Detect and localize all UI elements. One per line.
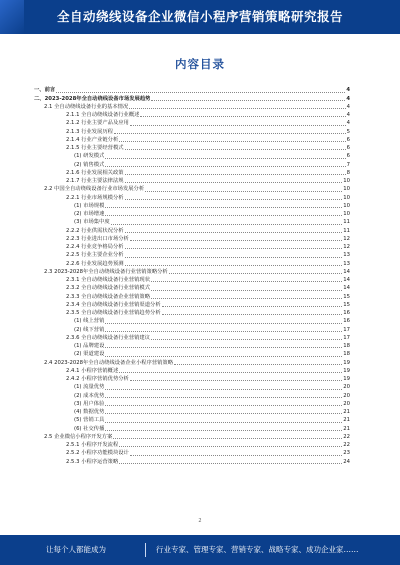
toc-leader-dots [140, 116, 345, 117]
toc-entry-page: 19 [343, 376, 350, 382]
toc-entry[interactable] [34, 284, 350, 292]
toc-entry[interactable] [34, 226, 350, 234]
table-of-contents [34, 86, 350, 466]
toc-entry-page: 6 [346, 136, 350, 143]
toc-entry[interactable] [34, 152, 350, 160]
toc-entry-label: 2.1.3 行业发展历程 [66, 128, 113, 135]
toc-leader-dots [125, 232, 343, 233]
toc-entry-page: 19 [343, 367, 350, 374]
toc-entry-page: 17 [343, 334, 350, 341]
toc-entry-page: 20 [343, 384, 350, 391]
toc-entry-page: 4 [346, 112, 350, 118]
toc-entry-label: 2.2.1 行业市场规模分析 [66, 194, 124, 201]
toc-entry-label: 2.1.4 行业产业链分析 [66, 136, 119, 143]
toc-entry[interactable] [34, 94, 350, 102]
toc-entry[interactable] [34, 160, 350, 168]
toc-entry-page: 18 [343, 351, 350, 358]
toc-entry-label: 2.3.1 全自动绕线设备行业营销现状 [66, 277, 151, 283]
toc-entry[interactable] [34, 367, 350, 375]
toc-entry-page: 23 [343, 450, 350, 457]
toc-entry-label: (6) 社交传播 [74, 425, 105, 432]
toc-entry[interactable] [34, 103, 350, 111]
toc-entry[interactable] [34, 325, 350, 333]
toc-leader-dots [105, 331, 342, 332]
toc-leader-dots [174, 364, 342, 365]
toc-entry[interactable] [34, 276, 350, 284]
toc-title: 内容目录 [175, 57, 225, 71]
toc-entry[interactable] [34, 408, 350, 416]
toc-entry-label: 2.5 企业微信小程序开发方案 [44, 433, 113, 440]
toc-entry-page: 4 [346, 120, 350, 127]
toc-entry-label: (1) 线上营销 [74, 318, 105, 325]
toc-entry[interactable] [34, 342, 350, 350]
toc-leader-dots [113, 438, 342, 439]
toc-leader-dots [130, 125, 346, 126]
toc-entry-page: 10 [343, 194, 350, 201]
toc-entry[interactable] [34, 375, 350, 383]
toc-leader-dots [105, 356, 342, 357]
toc-entry-label: 2.1.2 行业主要产品及应用 [66, 120, 129, 127]
toc-entry-page: 14 [343, 268, 350, 275]
toc-entry-page: 18 [343, 343, 350, 349]
toc-leader-dots [105, 215, 342, 216]
toc-entry-label: 2.2.4 行业竞争格局分析 [66, 244, 124, 250]
toc-leader-dots [145, 191, 342, 192]
toc-entry-page: 7 [346, 161, 350, 168]
toc-entry-page: 12 [343, 235, 350, 242]
toc-entry-label: 2.2.5 行业主要企业分析 [66, 252, 124, 259]
toc-leader-dots [125, 265, 343, 266]
toc-entry-label: 2.5.1 小程序开发流程 [66, 442, 119, 448]
toc-entry-page: 11 [343, 219, 350, 226]
toc-entry[interactable] [34, 210, 350, 218]
toc-entry[interactable] [34, 317, 350, 325]
page-footer [0, 535, 400, 565]
toc-leader-dots [125, 257, 343, 258]
toc-leader-dots [105, 323, 342, 324]
toc-entry-page: 4 [346, 103, 350, 110]
toc-entry-page: 4 [346, 95, 350, 102]
toc-leader-dots [130, 240, 342, 241]
toc-entry[interactable] [34, 301, 350, 309]
toc-entry-label: 2.3 2023-2028年全自动绕线设备行业营销策略分析 [44, 268, 168, 275]
toc-entry-page: 16 [343, 310, 350, 316]
toc-leader-dots [162, 314, 343, 315]
toc-entry-label: 二、2023-2028年全自动绕线设备市场发展趋势 [34, 95, 151, 102]
toc-leader-dots [125, 248, 343, 249]
toc-leader-dots [119, 463, 342, 464]
toc-entry-label: (5) 营销工具 [74, 417, 105, 424]
toc-entry-label: (2) 市场增速 [74, 211, 105, 217]
toc-leader-dots [125, 182, 343, 183]
toc-entry-page: 13 [343, 252, 350, 259]
toc-leader-dots [105, 158, 345, 159]
toc-leader-dots [111, 224, 343, 225]
toc-entry[interactable] [34, 457, 350, 465]
toc-entry-label: 2.2.3 行业进出口市场分析 [66, 235, 129, 242]
toc-entry[interactable] [34, 235, 350, 243]
toc-entry-label: (1) 市场规模 [74, 202, 105, 209]
toc-leader-dots [130, 380, 342, 381]
footer-slogan-left: 让每个人都能成为 [46, 545, 106, 554]
toc-entry-label: (1) 流量优势 [74, 384, 105, 391]
toc-entry-label: (1) 品牌建设 [74, 343, 105, 349]
toc-entry-label: (2) 销售模式 [74, 161, 105, 168]
toc-entry[interactable] [34, 358, 350, 366]
toc-entry-label: 2.1 全自动绕线设备行业的基本情况 [44, 103, 129, 110]
toc-leader-dots [56, 92, 345, 93]
toc-entry[interactable] [34, 119, 350, 127]
toc-entry-page: 12 [343, 244, 350, 250]
toc-entry[interactable] [34, 400, 350, 408]
toc-entry[interactable] [34, 127, 350, 135]
toc-entry-label: (4) 数据优势 [74, 409, 105, 415]
toc-entry[interactable] [34, 136, 350, 144]
page-number: 2 [198, 518, 202, 524]
toc-leader-dots [105, 397, 342, 398]
toc-entry-label: (2) 成本优势 [74, 392, 105, 399]
toc-entry[interactable] [34, 144, 350, 152]
toc-entry-page: 10 [343, 211, 350, 217]
toc-entry-label: 2.1.1 全自动绕线设备行业概述 [66, 112, 140, 118]
toc-entry[interactable] [34, 449, 350, 457]
toc-entry-label: 2.4.1 小程序营销概述 [66, 367, 119, 374]
footer-divider [145, 543, 146, 557]
toc-entry[interactable] [34, 268, 350, 276]
toc-leader-dots [169, 273, 343, 274]
toc-entry[interactable] [34, 202, 350, 210]
toc-entry-page: 21 [343, 425, 350, 432]
toc-entry[interactable] [34, 334, 350, 342]
toc-entry-label: (3) 市场集中度 [74, 219, 110, 226]
toc-entry-label: 2.5.2 小程序功能模块设计 [66, 450, 129, 457]
toc-entry[interactable] [34, 243, 350, 251]
toc-leader-dots [114, 133, 346, 134]
toc-leader-dots [105, 207, 342, 208]
toc-entry-label: 2.2 中国全自动绕线设备行业市场发展分析 [44, 186, 145, 193]
toc-entry-page: 16 [343, 318, 350, 325]
toc-entry-label: 2.3.2 全自动绕线设备行业营销模式 [66, 285, 151, 292]
toc-entry[interactable] [34, 86, 350, 94]
toc-leader-dots [151, 100, 345, 101]
toc-entry-label: 2.2.2 行业供需状况分析 [66, 227, 124, 234]
toc-leader-dots [151, 339, 342, 340]
toc-leader-dots [105, 166, 345, 167]
toc-leader-dots [162, 306, 343, 307]
toc-leader-dots [125, 174, 346, 175]
toc-entry-page: 6 [346, 145, 350, 151]
toc-entry-label: 2.3.6 全自动绕线设备行业营销建议 [66, 334, 151, 341]
toc-entry[interactable] [34, 416, 350, 424]
toc-entry-page: 10 [343, 178, 350, 184]
footer-slogan-right: 行业专家、管理专家、营销专家、战略专家、成功企业家…… [156, 545, 359, 554]
toc-entry-page: 14 [343, 277, 350, 283]
toc-entry-page: 24 [343, 458, 350, 465]
toc-entry-page: 10 [343, 202, 350, 209]
toc-leader-dots [119, 446, 342, 447]
toc-entry[interactable] [34, 433, 350, 441]
toc-leader-dots [151, 298, 342, 299]
toc-entry-page: 15 [343, 293, 350, 300]
toc-entry-page: 14 [343, 285, 350, 292]
toc-entry-page: 21 [343, 417, 350, 424]
toc-entry-page: 13 [343, 260, 350, 267]
toc-entry[interactable] [34, 193, 350, 201]
toc-entry-label: 2.3.3 全自动绕线设备企业营销策略 [66, 293, 151, 300]
toc-entry[interactable] [34, 350, 350, 358]
toc-entry-label: 2.4.2 小程序营销优势分析 [66, 376, 129, 382]
toc-leader-dots [105, 389, 342, 390]
toc-entry-page: 4 [346, 87, 350, 94]
toc-entry-page: 11 [343, 227, 350, 234]
toc-leader-dots [105, 430, 342, 431]
toc-entry-page: 5 [346, 128, 350, 135]
toc-entry-page: 15 [343, 301, 350, 308]
toc-entry[interactable] [34, 169, 350, 177]
toc-entry-page: 10 [343, 186, 350, 193]
toc-entry[interactable] [34, 292, 350, 300]
toc-leader-dots [129, 108, 345, 109]
toc-leader-dots [105, 413, 342, 414]
toc-entry-label: 2.4 2023-2028年全自动绕线设备企业小程序营销策略 [44, 359, 174, 366]
toc-entry[interactable] [34, 259, 350, 267]
toc-entry[interactable] [34, 251, 350, 259]
toc-entry-label: 一、前言 [34, 87, 56, 94]
toc-entry-page: 8 [346, 169, 350, 176]
toc-entry-label: (2) 线下营销 [74, 326, 105, 333]
toc-entry-page: 6 [346, 153, 350, 160]
toc-entry[interactable] [34, 218, 350, 226]
toc-leader-dots [125, 199, 343, 200]
toc-entry[interactable] [34, 391, 350, 399]
toc-entry-page: 22 [343, 433, 350, 440]
toc-entry-page: 22 [343, 442, 350, 448]
toc-leader-dots [125, 149, 346, 150]
toc-entry[interactable] [34, 441, 350, 449]
toc-entry[interactable] [34, 424, 350, 432]
toc-entry-page: 19 [343, 359, 350, 366]
toc-entry-label: (1) 研发模式 [74, 153, 105, 160]
toc-entry-label: 2.3.5 全自动绕线设备行业营销趋势分析 [66, 310, 161, 316]
toc-entry[interactable] [34, 383, 350, 391]
toc-entry-label: 2.1.6 行业发展相关政策 [66, 169, 124, 176]
toc-leader-dots [105, 347, 342, 348]
toc-leader-dots [130, 455, 342, 456]
toc-entry[interactable] [34, 111, 350, 119]
toc-entry-label: 2.1.7 行业主要法律法规 [66, 178, 124, 184]
toc-entry[interactable] [34, 185, 350, 193]
toc-entry-page: 20 [343, 392, 350, 399]
report-title: 全自动绕线设备企业微信小程序营销策略研究报告 [56, 9, 343, 24]
toc-leader-dots [105, 422, 342, 423]
toc-leader-dots [151, 290, 342, 291]
toc-leader-dots [119, 372, 342, 373]
toc-entry[interactable] [34, 177, 350, 185]
toc-entry-label: 2.3.4 全自动绕线设备行业营销渠道分析 [66, 301, 161, 308]
toc-entry-page: 20 [343, 400, 350, 407]
toc-entry-page: 21 [343, 409, 350, 415]
toc-entry[interactable] [34, 309, 350, 317]
toc-entry-page: 17 [343, 326, 350, 333]
toc-entry-label: 2.1.5 行业主要经营模式 [66, 145, 124, 151]
toc-leader-dots [105, 405, 342, 406]
toc-entry-label: 2.2.6 行业发展趋势预测 [66, 260, 124, 267]
toc-entry-label: (2) 渠道建设 [74, 351, 105, 358]
report-header [0, 0, 400, 34]
toc-entry-label: 2.5.3 小程序运营策略 [66, 458, 119, 465]
toc-leader-dots [151, 281, 342, 282]
toc-entry-label: (3) 用户体验 [74, 400, 105, 407]
toc-leader-dots [119, 141, 345, 142]
